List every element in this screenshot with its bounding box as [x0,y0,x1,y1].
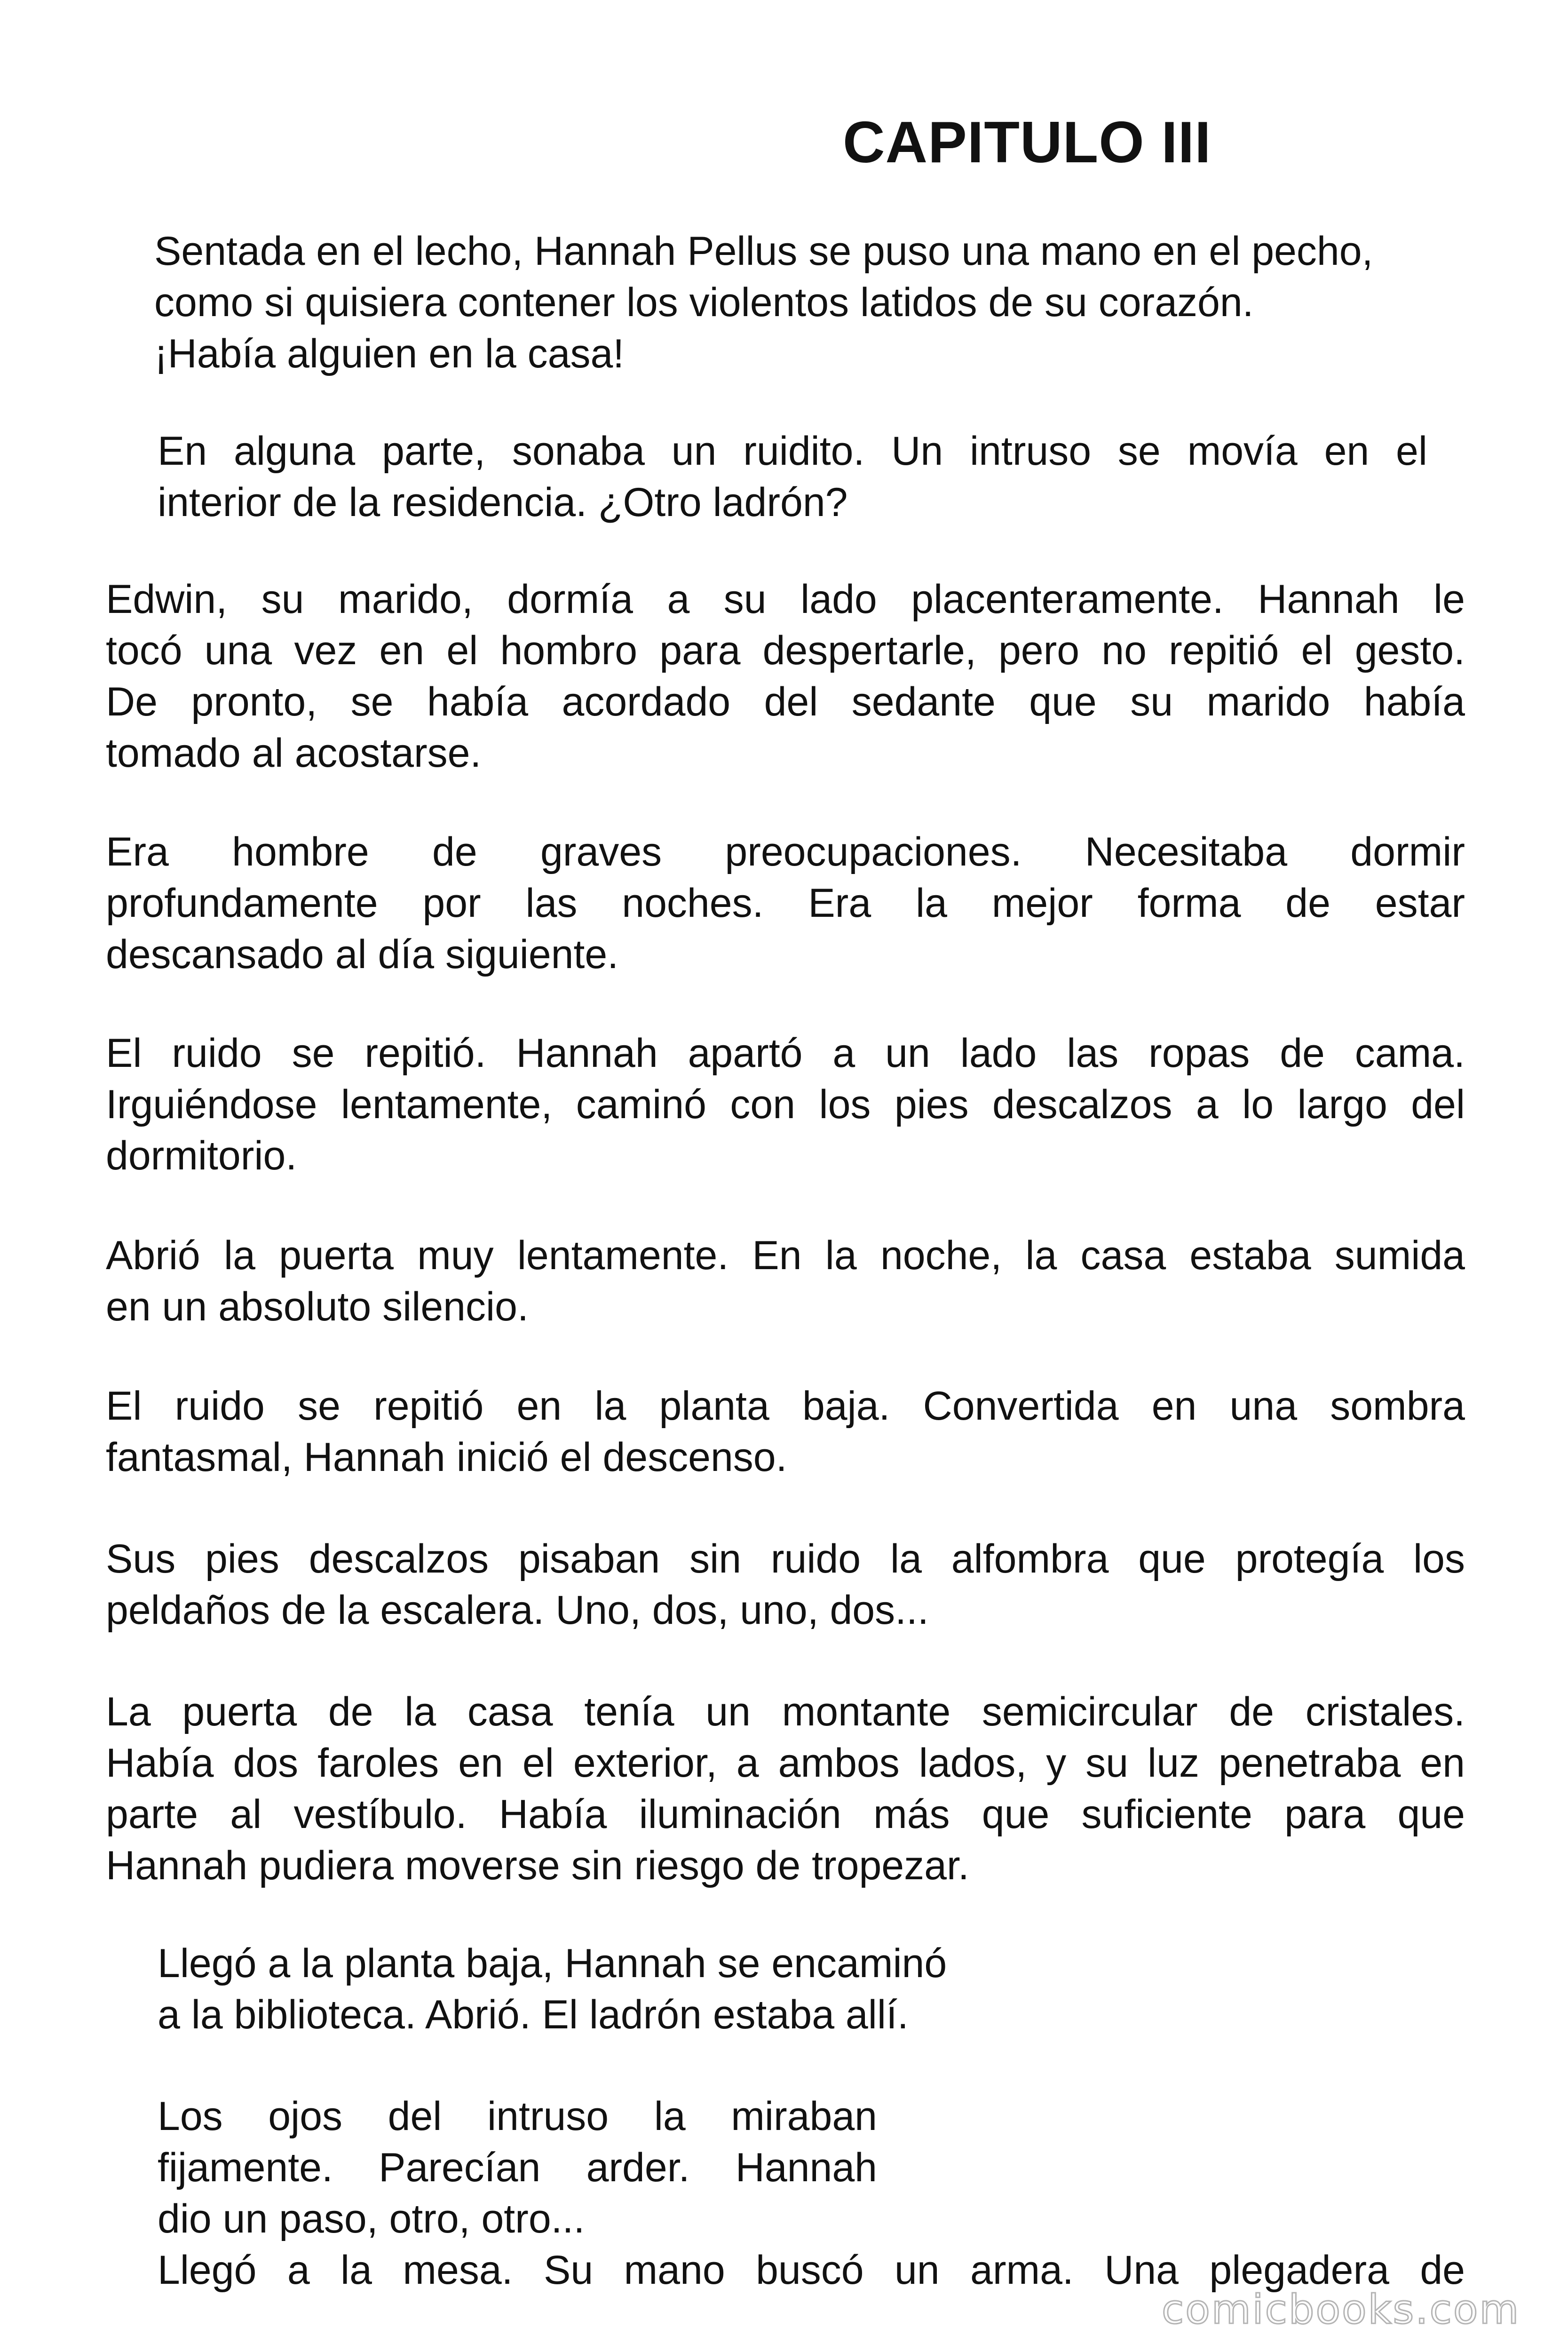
text-line: Hannah pudiera moverse sin riesgo de tropezar. [106,1843,969,1888]
text-line: en un absoluto silencio. [106,1284,529,1329]
text-line: peldaños de la escalera. Uno, dos, uno, dos... [106,1588,929,1633]
text-line: Llegó a la mesa. Su mano buscó un arma. Una plegadera de [158,2248,1465,2293]
paragraph [106,574,1465,779]
chapter-title: CAPITULO III [843,110,1212,175]
text-line: Irguiéndose lentamente, caminó con los pies descalzos a lo largo del [106,1082,1465,1127]
text-line: tocó una vez en el hombro para despertarle, pero no repitió el gesto. [106,628,1465,673]
text-line: como si quisiera contener los violentos latidos de su corazón. [154,280,1254,325]
text-line: dio un paso, otro, otro... [158,2196,585,2241]
paragraph [106,826,1465,980]
text-line: descansado al día siguiente. [106,932,619,977]
paragraph [158,2091,1465,2296]
text-line: De pronto, se había acordado del sedante que su marido había [106,679,1465,724]
text-line: tomado al acostarse. [106,731,482,776]
text-line: El ruido se repitió en la planta baja. Convertida en una sombra [106,1383,1465,1429]
text-line: fijamente. Parecían arder. Hannah [158,2145,877,2190]
paragraph [154,226,1466,380]
text-line: En alguna parte, sonaba un ruidito. Un intruso se movía en el [158,429,1427,474]
paragraph [106,1230,1465,1333]
paragraph [106,1381,1465,1483]
text-line: dormitorio. [106,1133,297,1178]
text-line: Edwin, su marido, dormía a su lado placenteramente. Hannah le [106,577,1465,622]
text-line: La puerta de la casa tenía un montante semicircular de cristales. [106,1689,1465,1734]
text-line: Llegó a la planta baja, Hannah se encaminó [158,1941,947,1986]
paragraph [158,1938,1023,2041]
paragraph [158,426,1427,528]
text-line: Abrió la puerta muy lentamente. En la noche, la casa estaba sumida [106,1233,1465,1278]
text-line: Los ojos del intruso la miraban [158,2094,877,2139]
text-line: fantasmal, Hannah inició el descenso. [106,1435,787,1480]
text-line: profundamente por las noches. Era la mejor forma de estar [106,881,1465,926]
paragraph [106,1028,1465,1182]
text-line: parte al vestíbulo. Había iluminación más que suficiente para que [106,1792,1465,1837]
text-line: El ruido se repitió. Hannah apartó a un lado las ropas de cama. [106,1031,1465,1076]
text-line: interior de la residencia. ¿Otro ladrón? [158,480,848,525]
text-line: Había dos faroles en el exterior, a ambos lados, y su luz penetraba en [106,1740,1465,1786]
paragraph [106,1686,1465,1891]
text-line: a la biblioteca. Abrió. El ladrón estaba allí. [158,1992,909,2037]
paragraph [106,1534,1465,1636]
text-line: Sentada en el lecho, Hannah Pellus se puso una mano en el pecho, [154,229,1373,274]
text-line: ¡Había alguien en la casa! [154,331,625,376]
text-line: Era hombre de graves preocupaciones. Necesitaba dormir [106,829,1465,874]
watermark: comicbooks.com [1162,2286,1520,2333]
text-line: Sus pies descalzos pisaban sin ruido la alfombra que protegía los [106,1536,1465,1581]
